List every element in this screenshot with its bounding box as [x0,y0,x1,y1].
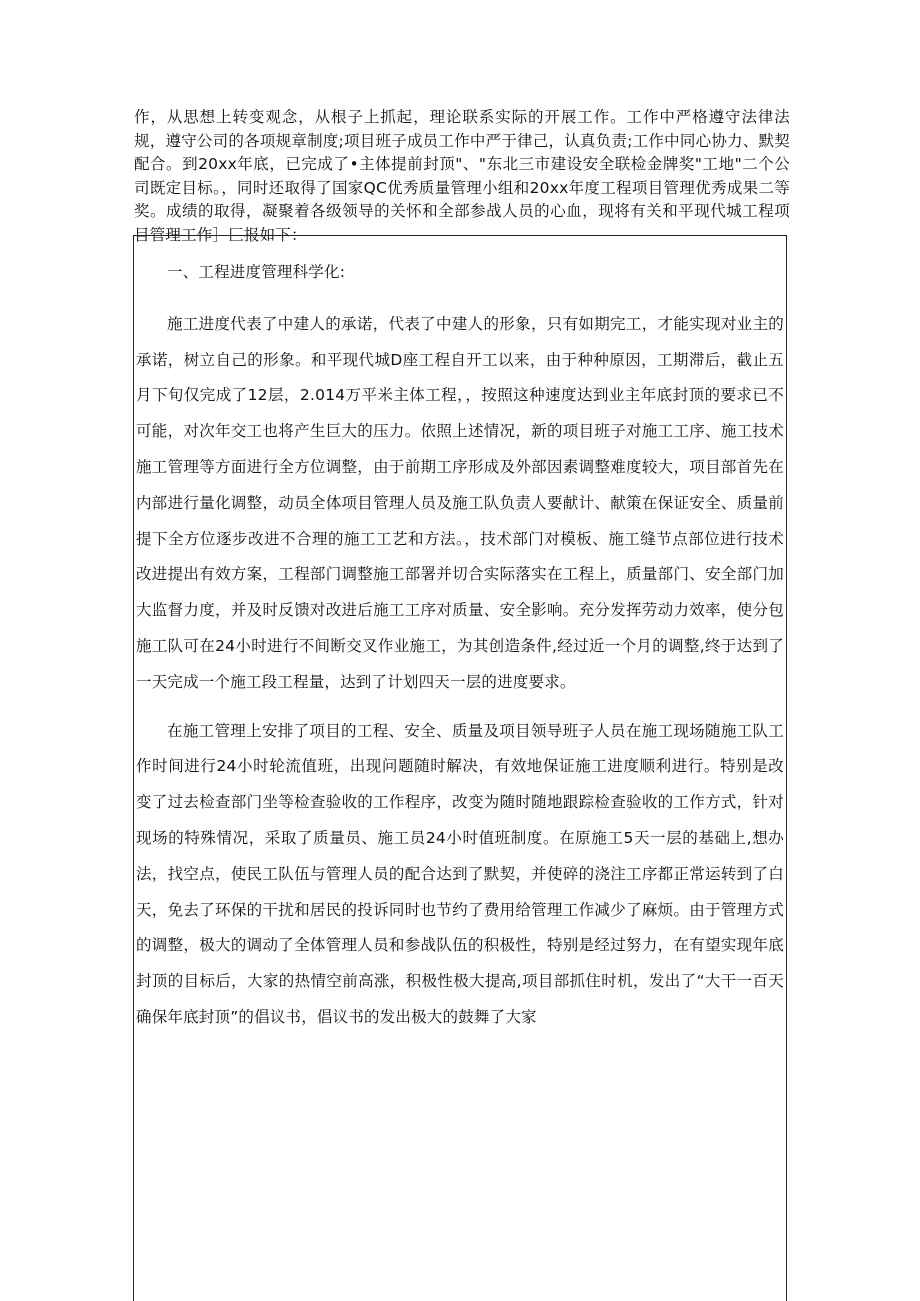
body-paragraph-2: 在施工管理上安排了项目的工程、安全、质量及项目领导班子人员在施工现场随施工队工作时间进行24小时轮流值班，出现问题随时解决，有效地保证施工进度顺利进行。特别是改变了过去检查部门坐等检查验收的工作程序，改变为随时随地跟踪检查验收的工作方式，针对现场的特殊情况，采取了质量员、施工员24小时值班制度。在原施工5天一层的基础上,想办法，找空点，使民工队伍与管理人员的配合达到了默契，并使碎的浇注工序都正常运转到了白天，免去了环保的干扰和居民的投诉同时也节约了费用给管理工作减少了麻烦。由于管理方式的调整，极大的调动了全体管理人员和参战队伍的积极性，特别是经过努力，在有望实现年底封顶的目标后，大家的热情空前高涨，积极性极大提高,项目部抓住时机，发出了“大干一百天确保年底封顶”的倡议书，倡议书的发出极大的鼓舞了大家 [136,721,784,1026]
section-body [136,255,784,1049]
section-heading: 一、工程进度管理科学化: [167,263,346,281]
content-frame [133,235,787,1301]
intro-paragraph-block [134,106,790,247]
intro-paragraph: 作，从思想上转变观念，从根子上抓起，理论联系实际的开展工作。工作中严格遵守法律法规，遵守公司的各项规章制度;项目班子成员工作中严于律己，认真负责;工作中同心协力、默契配合。到20xx年底，已完成了•主体提前封顶"、"东北三市建设安全联检金牌奖"工地"二个公司既定目标。，同时还取得了国家QC优秀质量管理小组和20xx年度工程项目管理优秀成果二等奖。成绩的取得，凝聚着各级领导的关怀和全部参战人员的心血，现将有关和平现代城工程项目管理工作］匚报如下： [134,108,790,244]
body-paragraph-1: 施工进度代表了中建人的承诺，代表了中建人的形象，只有如期完工，才能实现对业主的承诺，树立自己的形象。和平现代城D座工程自开工以来，由于种种原因，工期滞后，截止五月下旬仅完成了12层，2.014万平米主体工程，，按照这种速度达到业主年底封顶的要求已不可能，对次年交工也将产生巨大的压力。依照上述情况，新的项目班子对施工工序、施工技术施工管理等方面进行全方位调整，由于前期工序形成及外部因素调整难度较大，项目部首先在内部进行量化调整，动员全体项目管理人员及施工队负责人要献计、献策在保证安全、质量前提下全方位逐步改进不合理的施工工艺和方法。，技术部门对模板、施工缝节点部位进行技术改进提出有效方案，工程部门调整施工部署并切合实际落实在工程上，质量部门、安全部门加大监督力度，并及时反馈对改进后施工工序对质量、安全影响。充分发挥劳动力效率，使分包施工队可在24小时进行不间断交叉作业施工，为其创造条件,经过近一个月的调整,终于达到了一天完成一个施工段工程量，达到了计划四天一层的进度要求。 [136,314,784,691]
